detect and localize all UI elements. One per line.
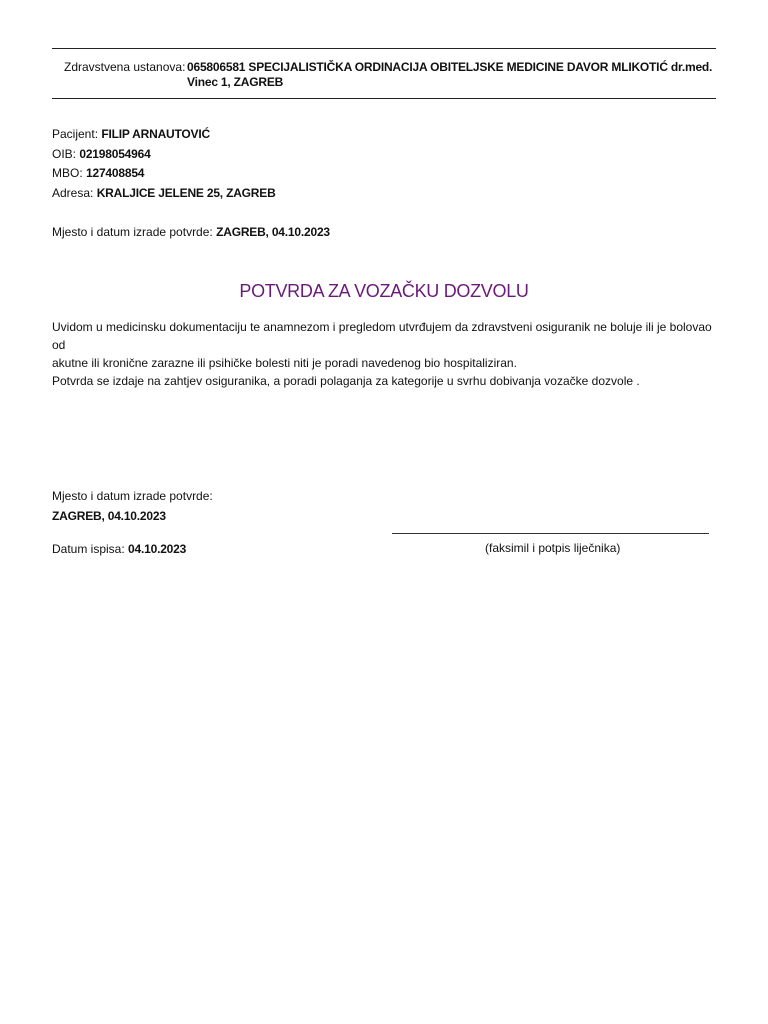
signature-caption: (faksimil i potpis liječnika) <box>485 541 621 555</box>
patient-oib-label: OIB: <box>52 147 77 161</box>
patient-oib: 02198054964 <box>79 147 151 161</box>
document-title: POTVRDA ZA VOZAČKU DOZVOLU <box>239 281 529 301</box>
print-date-value: 04.10.2023 <box>128 542 187 556</box>
header-top-rule <box>52 48 716 49</box>
issue-row <box>52 225 330 239</box>
institution-name: 065806581 SPECIJALISTIČKA ORDINACIJA OBITELJSKE MEDICINE DAVOR MLIKOTIĆ dr.med. <box>187 60 713 74</box>
footer-issue-label: Mjesto i datum izrade potvrde: <box>52 489 213 503</box>
issue-value: ZAGREB, 04.10.2023 <box>216 225 330 239</box>
institution-label: Zdravstvena ustanova: <box>64 60 186 74</box>
header-bottom-rule <box>52 98 716 99</box>
patient-mbo: 127408854 <box>86 166 145 180</box>
print-date-label: Datum ispisa: <box>52 542 125 556</box>
patient-name-row <box>52 127 210 141</box>
patient-name: FILIP ARNAUTOVIĆ <box>101 127 210 141</box>
body-line-2: akutne ili kronične zarazne ili psihičke bolesti niti je poradi navedenog bio hospitaliziran. <box>52 356 517 370</box>
patient-address-row <box>52 186 276 200</box>
institution-address: Vinec 1, ZAGREB <box>187 75 284 89</box>
patient-mbo-row <box>52 166 144 180</box>
footer-issue-value: ZAGREB, 04.10.2023 <box>52 509 166 523</box>
print-date-row <box>52 542 186 556</box>
signature-line <box>392 533 709 534</box>
patient-mbo-label: MBO: <box>52 166 83 180</box>
patient-address: KRALJICE JELENE 25, ZAGREB <box>96 186 276 200</box>
patient-address-label: Adresa: <box>52 186 94 200</box>
body-line-3: Potvrda se izdaje na zahtjev osiguranika, a poradi polaganja za kategorije u svrhu dobivanja vozačke dozvole . <box>52 374 640 388</box>
certificate-body <box>52 318 722 390</box>
patient-oib-row <box>52 147 151 161</box>
issue-label: Mjesto i datum izrade potvrde: <box>52 225 213 239</box>
body-line-1: Uvidom u medicinsku dokumentaciju te anamnezom i pregledom utvrđujem da zdravstveni osiguranik ne boluje ili je bolovao od <box>52 320 712 352</box>
patient-name-label: Pacijent: <box>52 127 99 141</box>
